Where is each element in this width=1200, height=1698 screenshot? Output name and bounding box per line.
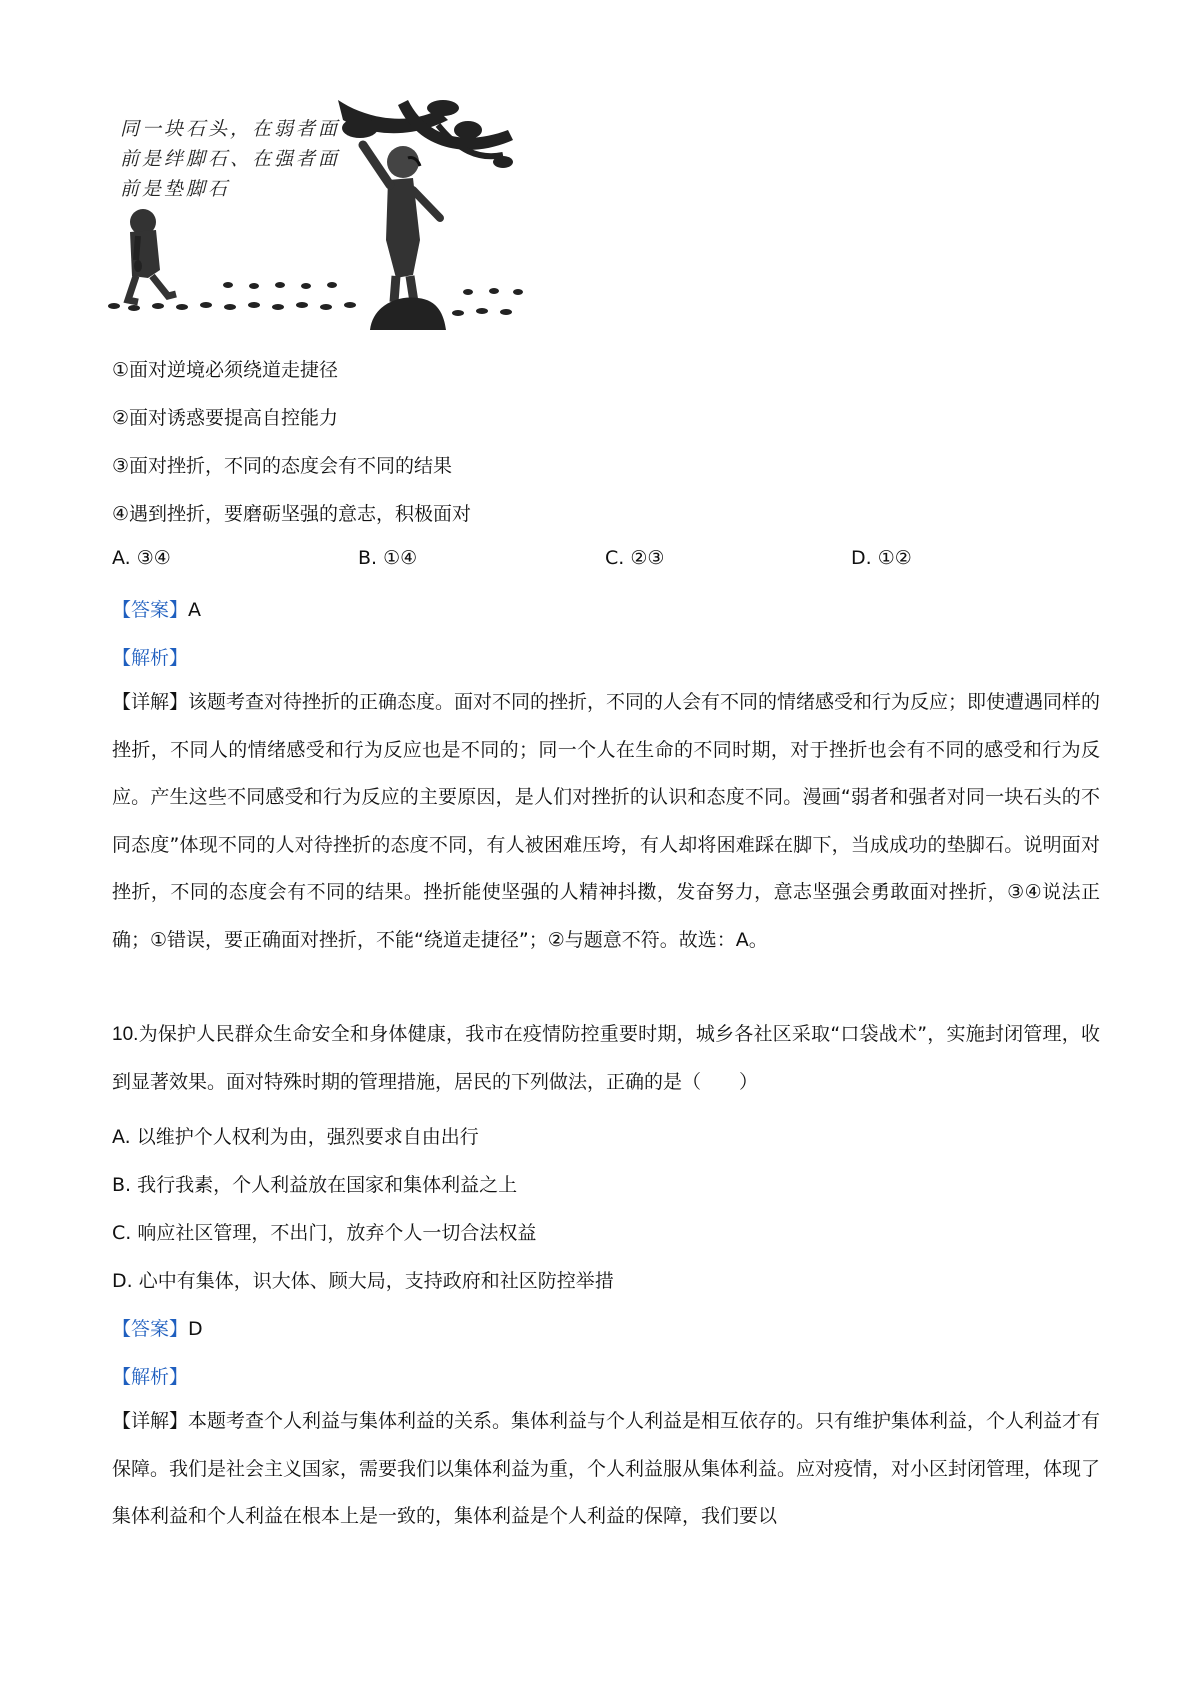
q9-option-c: C. ②③ <box>605 547 665 569</box>
answer-value: A <box>188 599 202 621</box>
cartoon-caption: 同一块石头，在弱者面前是绊脚石、在强者面前是垫脚石 <box>120 118 341 200</box>
statement-4: ④遇到挫折，要磨砺坚强的意志，积极面对 <box>112 503 472 525</box>
statement-3: ③面对挫折，不同的态度会有不同的结果 <box>112 455 453 477</box>
q10-detail: 【详解】本题考查个人利益与集体利益的关系。集体利益与个人利益是相互依存的。只有维护集体利益，个人利益才有保障。我们是社会主义国家，需要我们以集体利益为重，个人利益服从集体利益。应对疫情，对小区封闭管理，体现了集体利益和个人利益在根本上是一致的，集体利益是个人利益的保障，我们要以 <box>112 1410 1101 1527</box>
q10-stem <box>112 1011 1100 1106</box>
q9-option-b: B. ①④ <box>358 547 418 569</box>
question-text: 为保护人民群众生命安全和身体健康，我市在疫情防控重要时期，城乡各社区采取“口袋战术”，实施封闭管理，收到显著效果。面对特殊时期的管理措施，居民的下列做法，正确的是（ ） <box>112 1023 1100 1093</box>
q9-answer <box>112 595 201 622</box>
q10-option-a: A. 以维护个人权利为由，强烈要求自由出行 <box>112 1126 479 1148</box>
q9-option-a: A. ③④ <box>112 547 171 569</box>
question-number: 10. <box>112 1024 139 1045</box>
answer-tag: 【答案】 <box>112 599 189 621</box>
q9-detail: 【详解】该题考查对待挫折的正确态度。面对不同的挫折，不同的人会有不同的情绪感受和行为反应；即使遭遇同样的挫折，不同人的情绪感受和行为反应也是不同的；同一个人在生命的不同时期，对于挫折也会有不同的感受和行为反应。产生这些不同感受和行为反应的主要原因，是人们对挫折的认识和态度不同。漫画“弱者和强者对同一块石头的不同态度”体现不同的人对待挫折的态度不同，有人被困难压垮，有人却将困难踩在脚下，当成成功的垫脚石。说明面对挫折，不同的态度会有不同的结果。挫折能使坚强的人精神抖擞，发奋努力，意志坚强会勇敢面对挫折，③④说法正确；①错误，要正确面对挫折，不能“绕道走捷径”；②与题意不符。故选：A。 <box>112 691 1101 951</box>
q9-analysis-tag: 【解析】 <box>112 647 189 669</box>
q9-option-d: D. ①② <box>851 547 912 569</box>
q10-option-b: B. 我行我素，个人利益放在国家和集体利益之上 <box>112 1174 518 1196</box>
answer-value: D <box>188 1318 203 1340</box>
q10-answer <box>112 1314 203 1341</box>
answer-tag: 【答案】 <box>112 1318 189 1340</box>
statement-1: ①面对逆境必须绕道走捷径 <box>112 359 339 381</box>
q10-analysis-tag: 【解析】 <box>112 1366 189 1388</box>
q10-option-d: D. 心中有集体，识大体、顾大局，支持政府和社区防控举措 <box>112 1270 614 1292</box>
statement-2: ②面对诱惑要提高自控能力 <box>112 407 339 429</box>
q10-option-c: C. 响应社区管理，不出门，放弃个人一切合法权益 <box>112 1222 537 1244</box>
